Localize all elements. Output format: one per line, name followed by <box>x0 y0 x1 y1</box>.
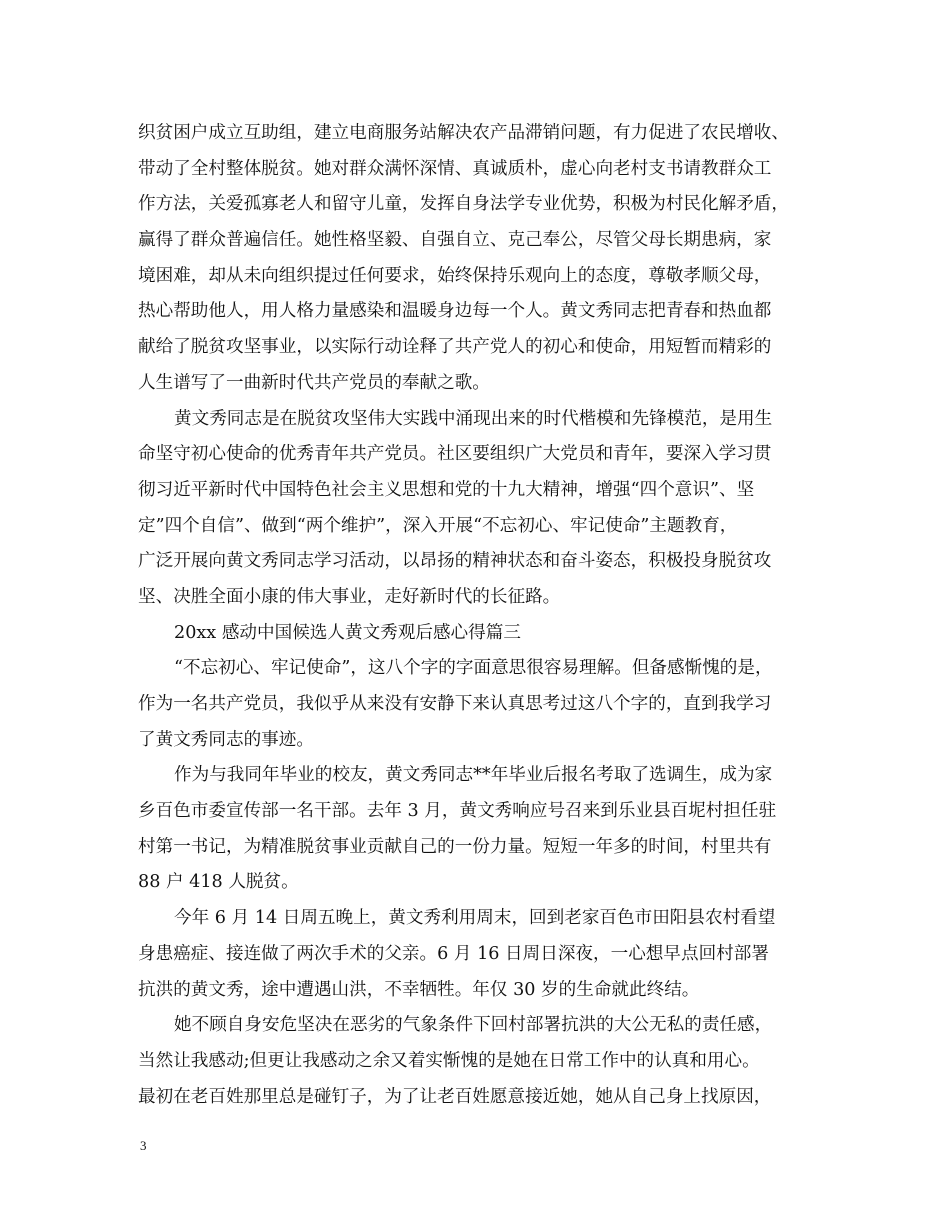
text-line: 定”四个自信”、做到“两个维护”，深入开展“不忘初心、牢记使命”主题教育， <box>138 515 738 536</box>
text-line: 作方法，关爱孤寡老人和留守儿童，发挥自身法学专业优势，积极为村民化解矛盾， <box>138 194 789 215</box>
paragraph-first-line: 今年 6 月 14 日周五晚上，黄文秀利用周末，回到老家百色市田阳县农村看望 <box>174 908 776 929</box>
text-line: 献给了脱贫攻坚事业，以实际行动诠释了共产党人的初心和使命，用短暂而精彩的 <box>138 337 772 358</box>
text-line: 赢得了群众普遍信任。她性格坚毅、自强自立、克己奉公，尽管父母长期患病，家 <box>138 230 772 251</box>
text-line: 88 户 418 人脱贫。 <box>138 872 299 893</box>
text-line: 命坚守初心使命的优秀青年共产党员。社区要组织广大党员和青年，要深入学习贯 <box>138 444 772 465</box>
paragraph-first-line: 作为与我同年毕业的校友，黄文秀同志**年毕业后报名考取了选调生，成为家 <box>174 765 773 786</box>
paragraph-first-line: 黄文秀同志是在脱贫攻坚伟大实践中涌现出来的时代楷模和先锋模范，是用生 <box>174 408 773 429</box>
text-line: 织贫困户成立互助组，建立电商服务站解决农产品滞销问题，有力促进了农民增收、 <box>138 123 789 143</box>
text-line: 抗洪的黄文秀，途中遭遇山洪，不幸牺牲。年仅 30 岁的生命就此终结。 <box>138 979 700 1000</box>
text-line: 当然让我感动;但更让我感动之余又着实惭愧的是她在日常工作中的认真和用心。 <box>138 1050 760 1071</box>
text-line: 人生谱写了一曲新时代共产党员的奉献之歌。 <box>138 372 490 393</box>
text-line: 坚、决胜全面小康的伟大事业，走好新时代的长征路。 <box>138 586 561 607</box>
text-line: 彻习近平新时代中国特色社会主义思想和党的十九大精神，增强“四个意识”、坚 <box>138 479 755 500</box>
text-line: 境困难，却从未向组织提过任何要求，始终保持乐观向上的态度，尊敬孝顺父母， <box>138 265 772 286</box>
section-heading: 20xx 感动中国候选人黄文秀观后感心得篇三 <box>174 622 521 643</box>
paragraph-first-line: 她不顾自身安危坚决在恶劣的气象条件下回村部署抗洪的大公无私的责任感， <box>174 1015 773 1036</box>
text-line: 热心帮助他人，用人格力量感染和温暖身边每一个人。黄文秀同志把青春和热血都 <box>138 301 772 322</box>
text-line: 广泛开展向黄文秀同志学习活动，以昂扬的精神状态和奋斗姿态，积极投身脱贫攻 <box>138 551 772 572</box>
text-line: 带动了全村整体脱贫。她对群众满怀深情、真诚质朴，虚心向老村支书请教群众工 <box>138 158 772 179</box>
paragraph-first-line: “不忘初心、牢记使命”，这八个字的字面意思很容易理解。但备感惭愧的是， <box>174 658 773 679</box>
text-line: 了黄文秀同志的事迹。 <box>138 729 314 750</box>
text-line: 作为一名共产党员，我似乎从来没有安静下来认真思考过这八个字的，直到我学习 <box>138 694 772 714</box>
text-line: 村第一书记，为精准脱贫事业贡献自己的一份力量。短短一年多的时间，村里共有 <box>138 836 772 857</box>
text-line: 最初在老百姓那里总是碰钉子，为了让老百姓愿意接近她，她从自己身上找原因， <box>138 1086 772 1107</box>
text-line: 乡百色市委宣传部一名干部。去年 3 月，黄文秀响应号召来到乐业县百坭村担任驻 <box>138 801 777 822</box>
page-number: 3 <box>140 1138 147 1153</box>
document-body <box>138 116 828 1115</box>
text-line: 身患癌症、接连做了两次手术的父亲。6 月 16 日周日深夜，一心想早点回村部署 <box>138 943 769 964</box>
